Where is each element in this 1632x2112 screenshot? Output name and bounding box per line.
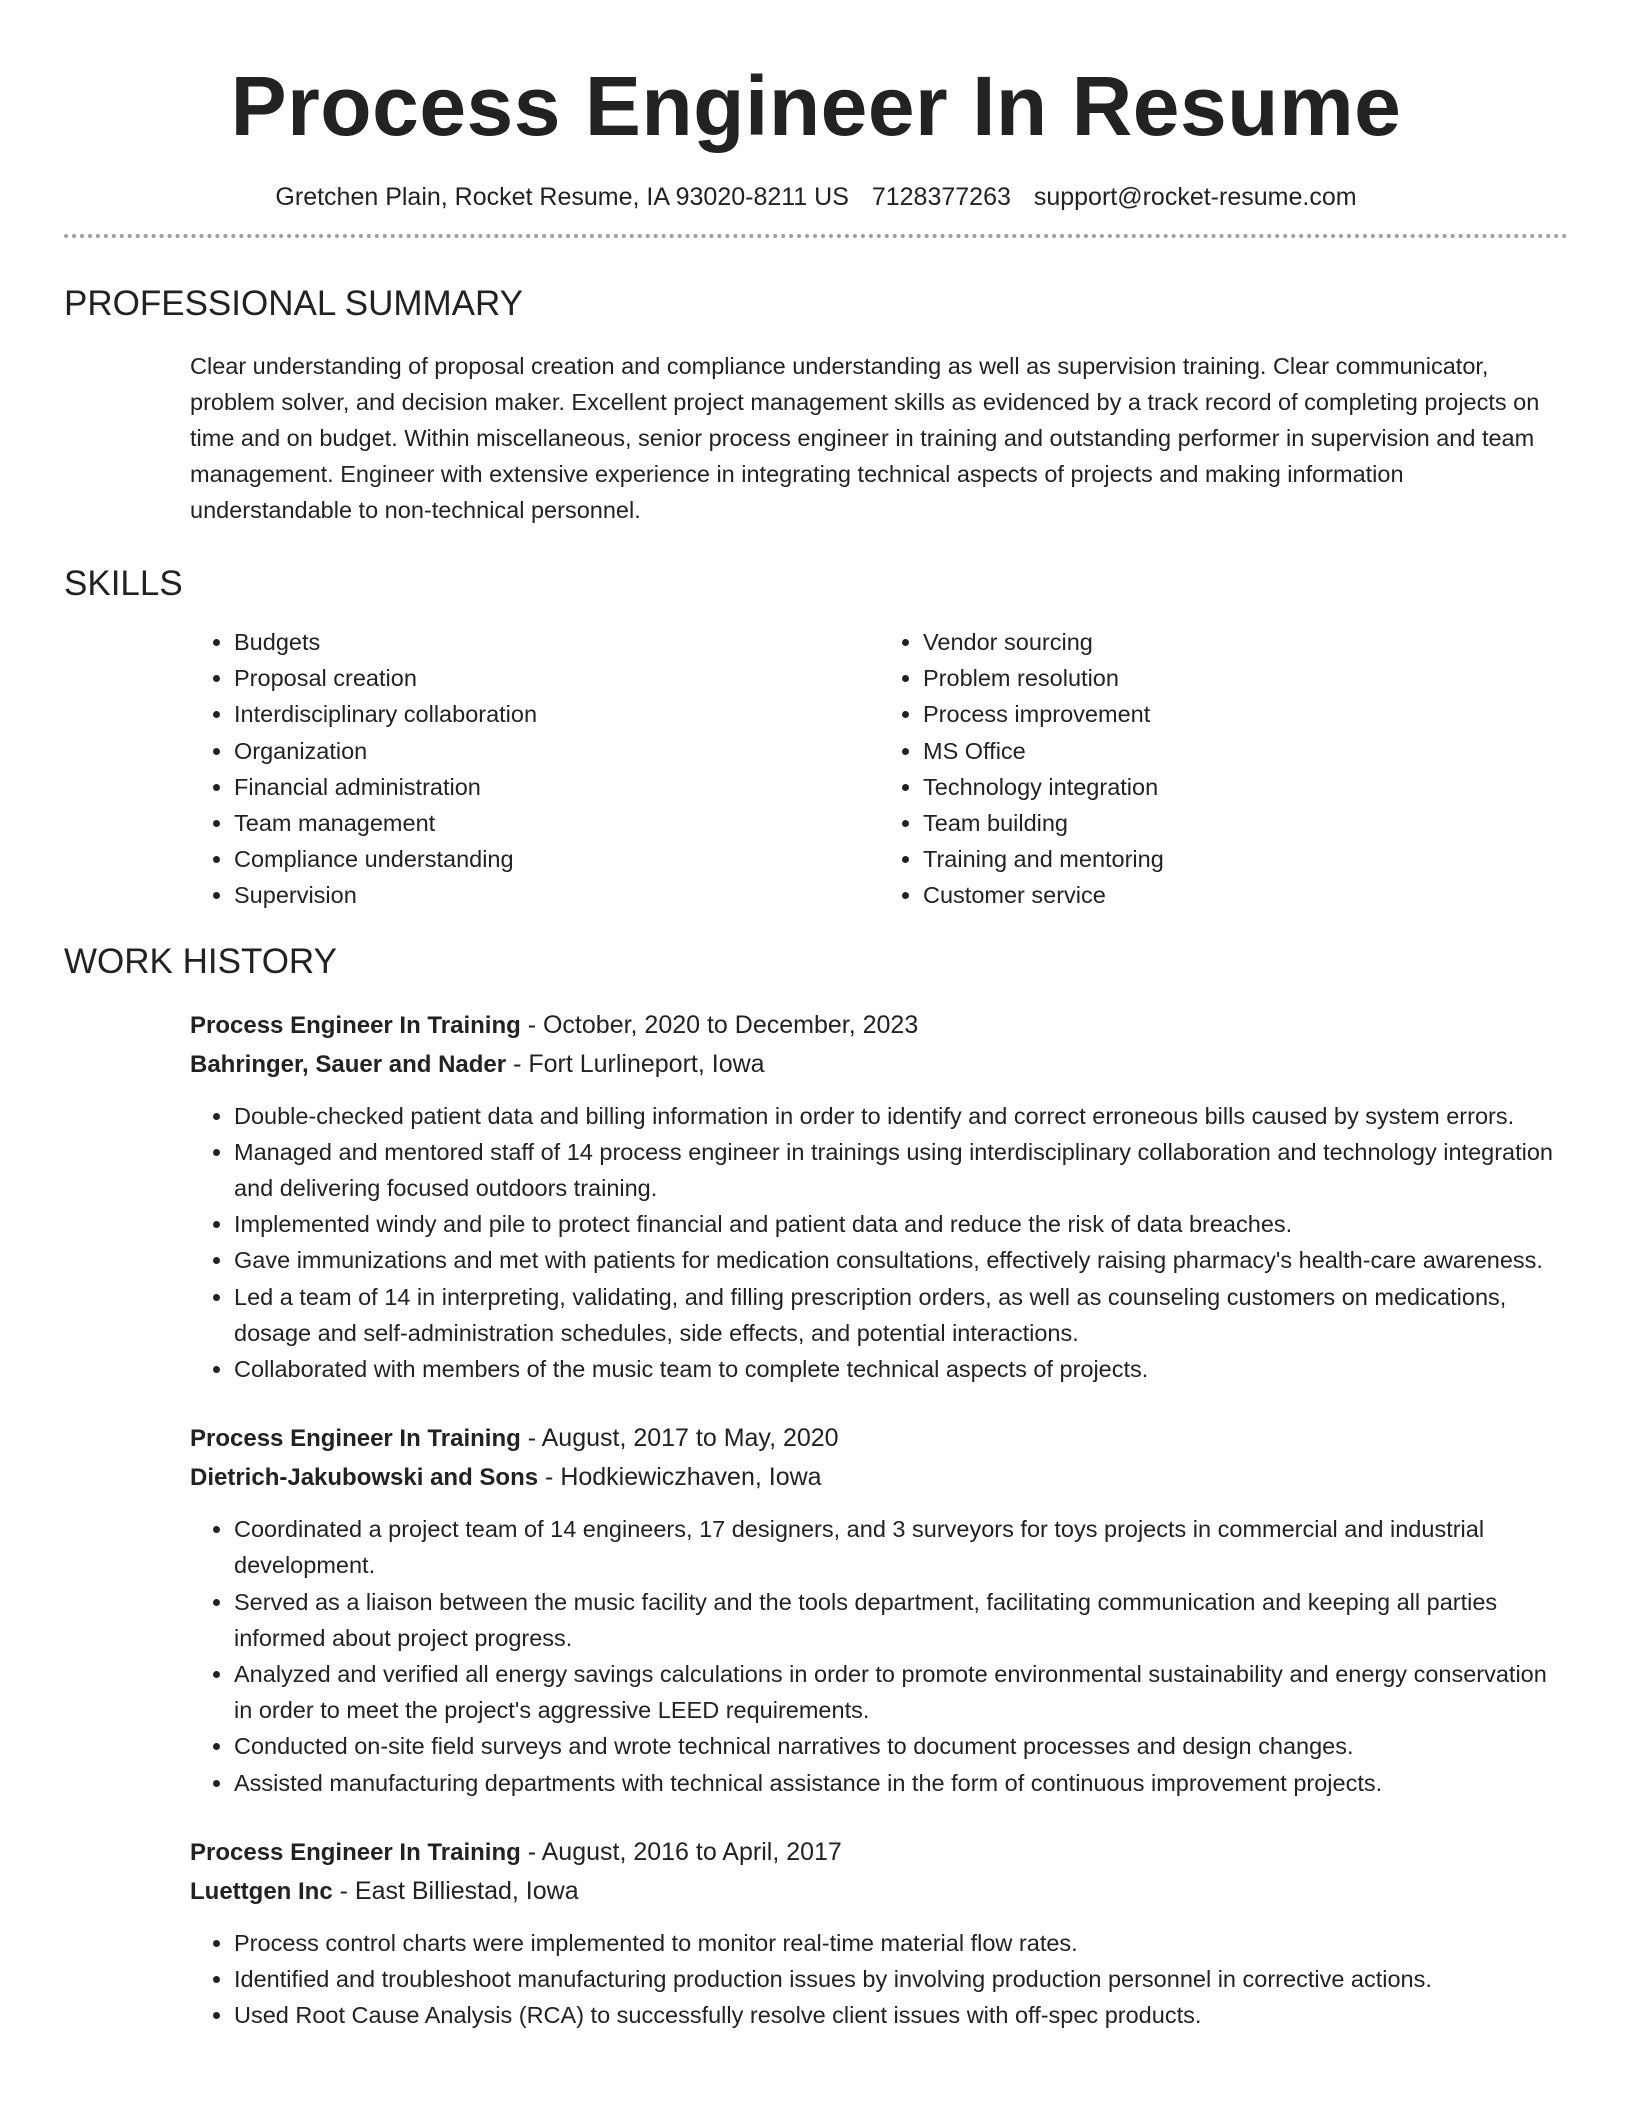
job-entry-1 — [190, 1006, 1568, 1388]
resume-title: Process Engineer In Resume — [230, 59, 1402, 153]
skills-section — [64, 562, 1568, 914]
skills-left-column — [190, 624, 879, 914]
summary-body — [190, 348, 1568, 528]
job-company-line — [190, 1458, 1568, 1497]
header-divider — [64, 234, 1568, 238]
skill-item: • Team management — [234, 805, 879, 841]
contact-address: Gretchen Plain, Rocket Resume, IA 93020-8211 US — [275, 183, 849, 211]
job-location: - Hodkiewiczhaven, Iowa — [545, 1463, 822, 1492]
work-history-body — [190, 1006, 1568, 2034]
job-bullets — [190, 1925, 1568, 2034]
skill-item: • Vendor sourcing — [923, 624, 1568, 660]
contact-phone: 7128377263 — [871, 183, 1011, 211]
job-bullet: • Assisted manufacturing departments with technical assistance in the form of continuous improvement projects. — [234, 1765, 1568, 1801]
skill-item: • Supervision — [234, 877, 879, 913]
job-entry-3 — [190, 1833, 1568, 2034]
job-title: Process Engineer In Training — [190, 1425, 521, 1453]
skill-item: • Budgets — [234, 624, 879, 660]
job-entry-2 — [190, 1419, 1568, 1801]
skill-item: • MS Office — [923, 733, 1568, 769]
job-title: Process Engineer In Training — [190, 1838, 521, 1866]
job-company-line — [190, 1045, 1568, 1084]
job-bullets — [190, 1511, 1568, 1801]
job-bullet: • Gave immunizations and met with patients for medication consultations, effectively raising pharmacy's health-care awareness. — [234, 1242, 1568, 1278]
skill-item: • Compliance understanding — [234, 841, 879, 877]
job-bullet: • Used Root Cause Analysis (RCA) to successfully resolve client issues with off-spec products. — [234, 1997, 1568, 2033]
job-dates: - August, 2016 to April, 2017 — [527, 1837, 842, 1866]
skill-item: • Process improvement — [923, 696, 1568, 732]
job-bullet: • Led a team of 14 in interpreting, validating, and filling prescription orders, as well as counseling customers on medications, dosage and self-administration schedules, side effects, and potential interactions. — [234, 1279, 1568, 1351]
job-bullet: • Double-checked patient data and billing information in order to identify and correct erroneous bills caused by system errors. — [234, 1098, 1568, 1134]
job-bullet: • Identified and troubleshoot manufacturing production issues by involving production personnel in corrective actions. — [234, 1961, 1568, 1997]
skills-right-column — [879, 624, 1568, 914]
job-dates: - August, 2017 to May, 2020 — [527, 1424, 839, 1453]
job-bullet: • Coordinated a project team of 14 engineers, 17 designers, and 3 surveyors for toys projects in commercial and industrial development. — [234, 1511, 1568, 1583]
skill-item: • Technology integration — [923, 769, 1568, 805]
job-dates: - October, 2020 to December, 2023 — [527, 1010, 919, 1039]
work-history-section — [64, 940, 1568, 2034]
job-location: - Fort Lurlineport, Iowa — [513, 1049, 765, 1078]
skill-item: • Training and mentoring — [923, 841, 1568, 877]
job-company: Bahringer, Sauer and Nader — [190, 1050, 507, 1078]
job-title-line — [190, 1419, 1568, 1458]
job-company: Luettgen Inc — [190, 1877, 333, 1905]
job-company: Dietrich-Jakubowski and Sons — [190, 1464, 539, 1492]
job-title: Process Engineer In Training — [190, 1011, 521, 1039]
job-bullet: • Analyzed and verified all energy savings calculations in order to promote environmental sustainability and energy conservation in order to meet the project's aggressive LEED requirements. — [234, 1656, 1568, 1728]
summary-heading: PROFESSIONAL SUMMARY — [64, 284, 523, 323]
job-bullet: • Collaborated with members of the music team to complete technical aspects of projects. — [234, 1351, 1568, 1387]
contact-info — [64, 180, 1568, 214]
work-history-heading: WORK HISTORY — [64, 941, 337, 981]
job-bullets — [190, 1098, 1568, 1388]
skill-item: • Proposal creation — [234, 660, 879, 696]
job-bullet: • Conducted on-site field surveys and wrote technical narratives to document processes and design changes. — [234, 1728, 1568, 1764]
job-company-line — [190, 1872, 1568, 1911]
summary-section — [64, 282, 1568, 528]
skills-list — [190, 624, 1568, 914]
skill-item: • Interdisciplinary collaboration — [234, 696, 879, 732]
skill-item: • Financial administration — [234, 769, 879, 805]
job-bullet: • Served as a liaison between the music facility and the tools department, facilitating communication and keeping all parties informed about project progress. — [234, 1584, 1568, 1656]
skill-item: • Organization — [234, 733, 879, 769]
job-bullet: • Managed and mentored staff of 14 process engineer in trainings using interdisciplinary collaboration and technology integration and delivering focused outdoors training. — [234, 1134, 1568, 1206]
job-title-line — [190, 1006, 1568, 1045]
skills-heading: SKILLS — [64, 564, 183, 603]
job-bullet: • Implemented windy and pile to protect financial and patient data and reduce the risk of data breaches. — [234, 1206, 1568, 1242]
skill-item: • Problem resolution — [923, 660, 1568, 696]
skill-item: • Team building — [923, 805, 1568, 841]
job-title-line — [190, 1833, 1568, 1872]
summary-text: Clear understanding of proposal creation and compliance understanding as well as supervision training. Clear communicator, problem solver, and decision maker. Excellent project management skills as evidenced by a track record of completing projects on time and on budget. Within miscellaneous, senior process engineer in training and outstanding performer in supervision and team management. Engineer with extensive experience in integrating technical aspects of projects and making information understandable to non-technical personnel. — [190, 353, 1540, 523]
contact-email: support@rocket-resume.com — [1033, 183, 1357, 211]
skill-item: • Customer service — [923, 877, 1568, 913]
job-location: - East Billiestad, Iowa — [339, 1876, 579, 1905]
job-bullet: • Process control charts were implemented to monitor real-time material flow rates. — [234, 1925, 1568, 1961]
